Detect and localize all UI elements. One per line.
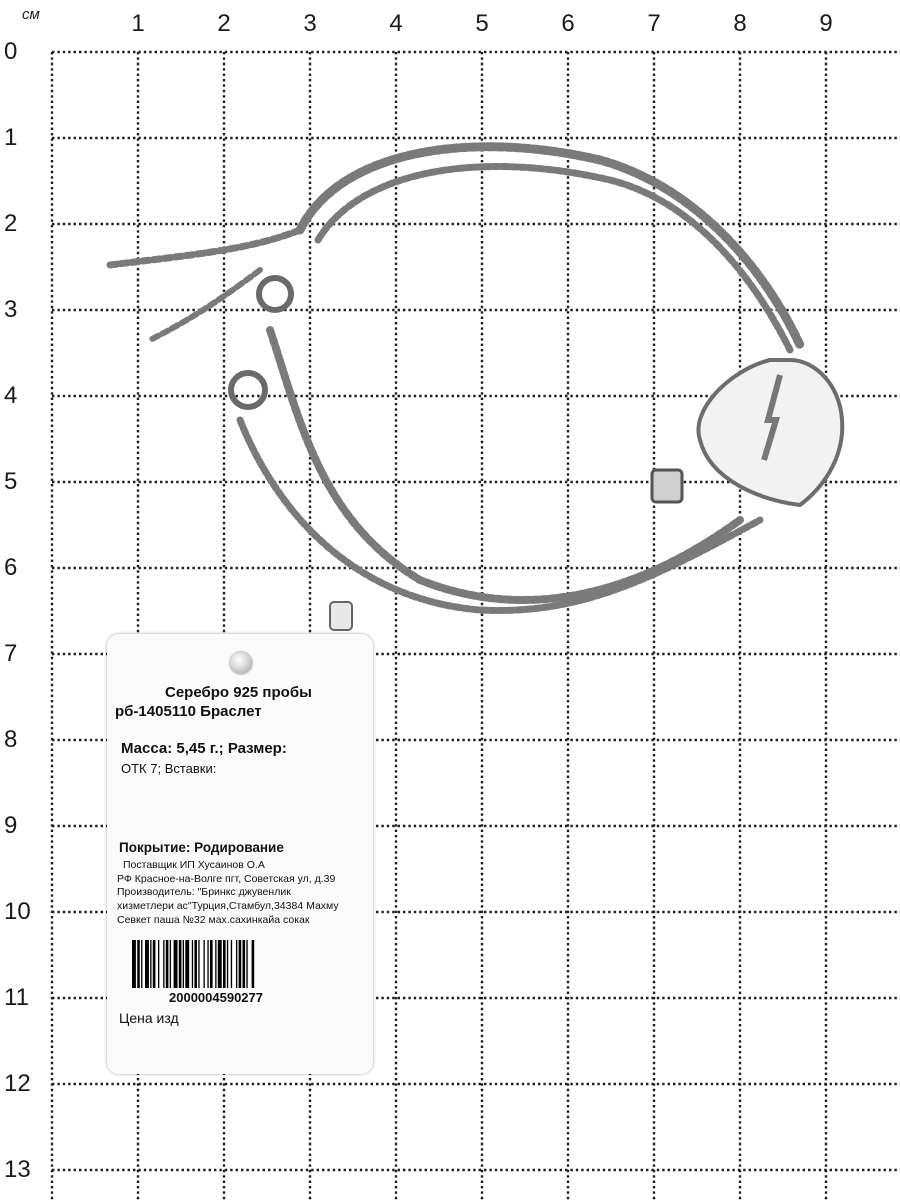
- y-tick-label: 12: [4, 1070, 31, 1097]
- price-label: Цена изд: [119, 1010, 179, 1026]
- y-tick-label: 11: [4, 984, 29, 1011]
- barcode-bar: [243, 940, 246, 988]
- tag-otk-line: ОТК 7; Вставки:: [121, 761, 217, 776]
- x-tick-label: 7: [647, 10, 661, 37]
- x-tick-label: 4: [389, 10, 403, 37]
- barcode-bar: [223, 940, 226, 988]
- y-tick-label: 6: [4, 554, 18, 581]
- tag-weight-line: Масса: 5,45 г.; Размер:: [121, 740, 287, 757]
- barcode-bar: [170, 940, 171, 988]
- y-tick-label: 5: [4, 468, 18, 495]
- spring-ring-clasp: [259, 278, 291, 310]
- chain-lower-2: [240, 420, 760, 610]
- barcode-bar: [185, 940, 189, 988]
- extension-chain-2: [150, 270, 260, 340]
- barcode-bar: [218, 940, 222, 988]
- x-tick-label: 8: [733, 10, 747, 37]
- x-tick-label: 2: [217, 10, 231, 37]
- barcode-bar: [236, 940, 237, 988]
- tag-metal-line: Серебро 925 пробы: [165, 684, 312, 701]
- x-tick-label: 5: [475, 10, 489, 37]
- y-tick-label: 9: [4, 812, 18, 839]
- barcode-bar: [204, 940, 205, 988]
- lock-charm: [652, 470, 682, 502]
- barcode-bar: [231, 940, 232, 988]
- barcode: [127, 940, 352, 990]
- tag-article-line: рб-1405110 Браслет: [115, 703, 262, 720]
- y-tick-label: 4: [4, 382, 18, 409]
- barcode-bar: [207, 940, 208, 988]
- tag-loop: [330, 602, 352, 630]
- x-tick-label: 1: [131, 10, 145, 37]
- barcode-bar: [192, 940, 193, 988]
- barcode-bar: [166, 940, 169, 988]
- x-tick-label: 3: [303, 10, 317, 37]
- price-tag: [107, 634, 373, 1074]
- unit-label: см: [22, 6, 40, 23]
- y-tick-label: 10: [4, 898, 31, 925]
- barcode-bar: [163, 940, 164, 988]
- y-tick-label: 8: [4, 726, 18, 753]
- barcode-bar: [246, 940, 247, 988]
- tag-supplier: Поставщик ИП Хусаинов О.А: [123, 859, 265, 871]
- barcode-bar: [153, 940, 156, 988]
- x-tick-label: 9: [819, 10, 833, 37]
- x-tick-label: 6: [561, 10, 575, 37]
- barcode-number: 2000004590277: [169, 990, 263, 1005]
- barcode-bar: [179, 940, 182, 988]
- barcode-bar: [183, 940, 184, 988]
- tag-manufacturer-3: Севкет паша №32 мах.сахинкайа сокак: [117, 914, 310, 926]
- tag-manufacturer-2: хизметлери ас"Турция,Стамбул,34384 Махму: [117, 900, 339, 912]
- y-tick-label: 7: [4, 640, 18, 667]
- barcode-bar: [194, 940, 197, 988]
- barcode-bar: [215, 940, 216, 988]
- barcode-bar: [239, 940, 242, 988]
- barcode-bar: [132, 940, 136, 988]
- barcode-bar: [198, 940, 199, 988]
- spring-ring-clasp-2: [231, 373, 265, 407]
- barcode-bar: [174, 940, 178, 988]
- barcode-bar: [158, 940, 159, 988]
- extension-chain: [110, 230, 300, 265]
- barcode-bar: [145, 940, 149, 988]
- y-tick-label: 1: [4, 124, 18, 151]
- barcode-bar: [141, 940, 142, 988]
- y-tick-label: 13: [4, 1156, 31, 1183]
- barcode-bar: [210, 940, 213, 988]
- barcode-bar: [137, 940, 140, 988]
- barcode-bar: [227, 940, 228, 988]
- barcode-bar: [150, 940, 151, 988]
- barcode-bar: [252, 940, 255, 988]
- tag-hole: [230, 652, 252, 674]
- tag-address: РФ Красное-на-Волге пгт, Советская ул, д.39: [117, 873, 336, 885]
- y-tick-label: 0: [4, 38, 18, 65]
- y-tick-label: 2: [4, 210, 18, 237]
- tag-coating-line: Покрытие: Родирование: [119, 840, 284, 855]
- y-tick-label: 3: [4, 296, 18, 323]
- chain-upper-2: [318, 167, 790, 351]
- chain-upper-1: [300, 147, 800, 345]
- tag-manufacturer-1: Производитель: "Бринкс джувенлик: [117, 886, 291, 898]
